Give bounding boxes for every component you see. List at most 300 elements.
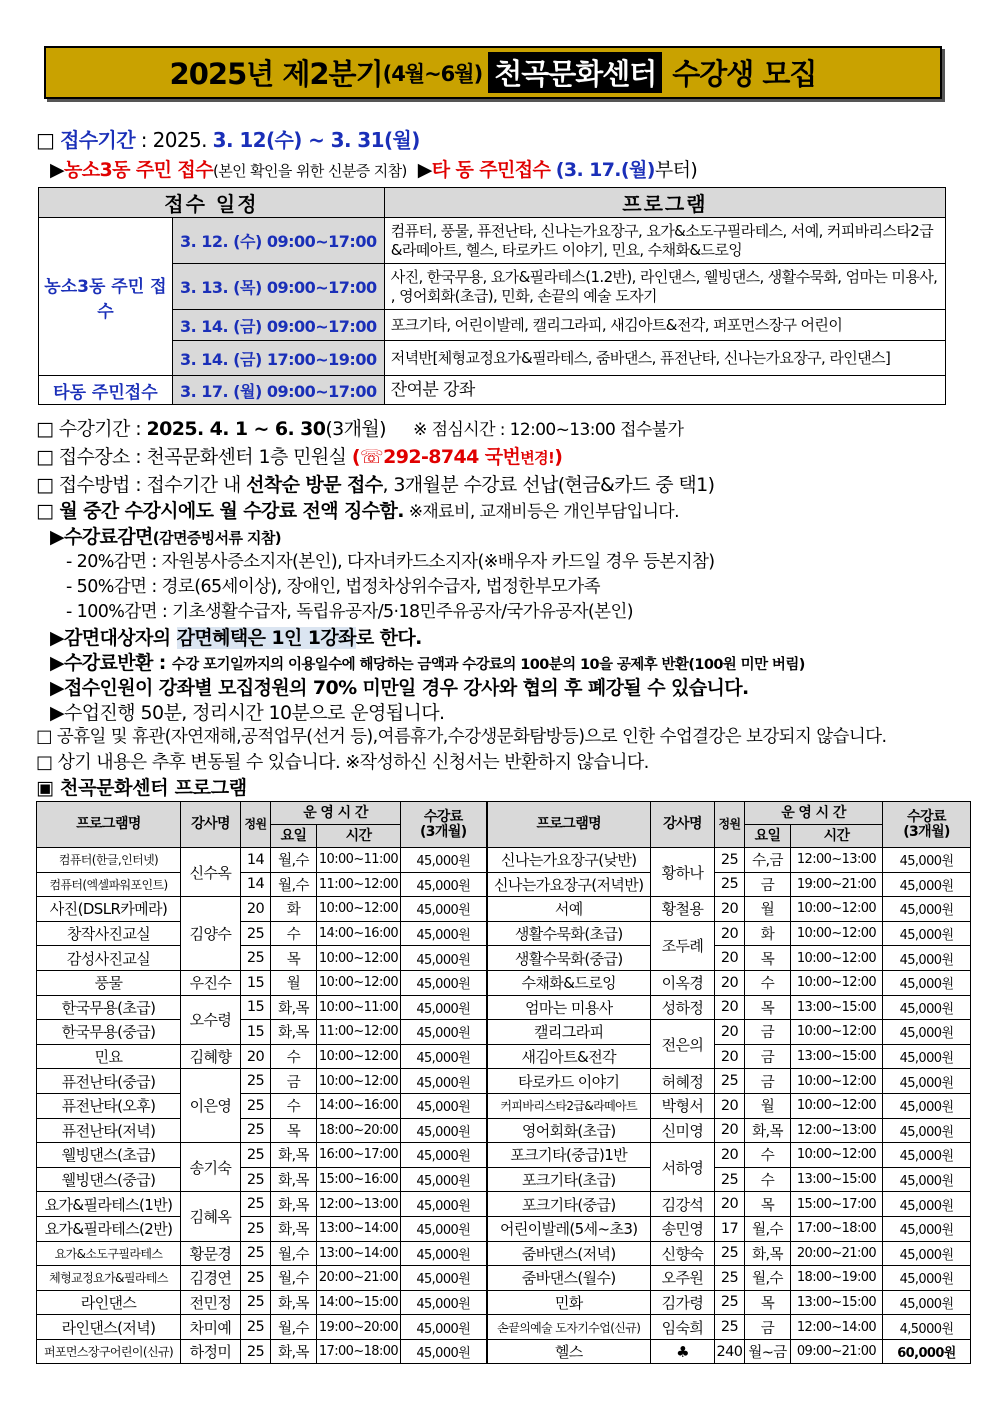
time: 19:00~20:00 xyxy=(317,1315,401,1340)
capacity: 25 xyxy=(241,1167,271,1192)
time: 13:00~15:00 xyxy=(791,1290,883,1315)
fee: 45,000원 xyxy=(883,970,971,995)
capacity: 20 xyxy=(715,1192,745,1217)
midmonth-notice xyxy=(36,496,976,523)
program-name: 신나는가요장구(낮반) xyxy=(487,848,651,873)
time: 17:00~18:00 xyxy=(317,1339,401,1364)
day: 금 xyxy=(271,1069,317,1094)
fee: 45,000원 xyxy=(401,1339,487,1364)
time: 10:00~12:00 xyxy=(791,946,883,971)
capacity: 20 xyxy=(715,921,745,946)
capacity: 20 xyxy=(715,970,745,995)
one-course-a: ▶감면대상자의 xyxy=(50,627,177,649)
instructor-name: 김혜향 xyxy=(181,1044,241,1069)
instructor-name: ♣ xyxy=(651,1339,715,1364)
program-name: 새김아트&전각 xyxy=(487,1044,651,1069)
capacity: 20 xyxy=(241,1044,271,1069)
day: 월 xyxy=(745,897,791,922)
capacity: 20 xyxy=(715,995,745,1020)
program-name: 요가&필라테스(1반) xyxy=(37,1192,181,1217)
fee: 45,000원 xyxy=(401,1290,487,1315)
instructor-name: 전민정 xyxy=(181,1290,241,1315)
instructor-name: 이은영 xyxy=(181,1069,241,1143)
title-highlight: 천곡문화센터 xyxy=(488,52,662,93)
instructor-name: 이옥경 xyxy=(651,970,715,995)
capacity: 25 xyxy=(715,1241,745,1266)
fee: 45,000원 xyxy=(883,1266,971,1291)
fee: 45,000원 xyxy=(401,1167,487,1192)
day: 수,금 xyxy=(745,848,791,873)
program-name: 사진(DSLR카메라) xyxy=(37,897,181,922)
instructor-name: 김강석 xyxy=(651,1192,715,1217)
instructor-name: 차미예 xyxy=(181,1315,241,1340)
capacity: 25 xyxy=(715,1167,745,1192)
header-program: 프로그램명 xyxy=(37,802,181,848)
program-name: 영어회화(초급) xyxy=(487,1118,651,1143)
day: 수 xyxy=(271,1093,317,1118)
program-name: 퓨전난타(오후) xyxy=(37,1093,181,1118)
day: 월,수 xyxy=(271,1315,317,1340)
program-name: 웰빙댄스(중급) xyxy=(37,1167,181,1192)
header-program: 프로그램명 xyxy=(487,802,651,848)
instructor-name: 황하나 xyxy=(651,848,715,897)
day: 금 xyxy=(745,1315,791,1340)
day: 목 xyxy=(271,946,317,971)
fee: 45,000원 xyxy=(401,848,487,873)
day: 수 xyxy=(745,1143,791,1168)
instructor-name: 김가령 xyxy=(651,1290,715,1315)
table-row xyxy=(37,1315,971,1340)
instructor-name: 오주원 xyxy=(651,1266,715,1291)
discount-note: (감면증빙서류 지참) xyxy=(152,529,282,547)
place-label: □ 접수장소 : 천곡문화센터 1층 민원실 xyxy=(36,446,352,468)
time: 12:00~14:00 xyxy=(791,1315,883,1340)
time: 20:00~21:00 xyxy=(317,1266,401,1291)
header-day: 요일 xyxy=(271,825,317,848)
capacity: 14 xyxy=(241,872,271,897)
reception-colon: : 2025. xyxy=(134,128,207,152)
schedule-date: 3. 14. (금) 17:00~19:00 xyxy=(172,341,384,376)
instructor-name: 우진수 xyxy=(181,970,241,995)
method-rest: , 3개월분 수강료 선납(현금&카드 중 택1) xyxy=(382,474,715,496)
table-row xyxy=(37,1192,971,1217)
fee: 45,000원 xyxy=(401,1118,487,1143)
time: 15:00~16:00 xyxy=(317,1167,401,1192)
time: 10:00~12:00 xyxy=(791,970,883,995)
method-bold: 선착순 방문 접수 xyxy=(246,474,383,496)
day: 화,목 xyxy=(271,1290,317,1315)
time: 14:00~16:00 xyxy=(317,1093,401,1118)
lunch-note: ※ 점심시간 : 12:00~13:00 접수불가 xyxy=(413,420,684,440)
capacity: 25 xyxy=(241,1143,271,1168)
capacity: 25 xyxy=(241,1339,271,1364)
time: 10:00~12:00 xyxy=(791,1020,883,1045)
instructor-name: 임숙희 xyxy=(651,1315,715,1340)
schedule-table xyxy=(38,187,946,405)
fee: 45,000원 xyxy=(883,1241,971,1266)
table-row xyxy=(37,1118,971,1143)
table-row xyxy=(37,872,971,897)
schedule-group-other: 타동 주민접수 xyxy=(39,376,173,405)
time: 13:00~15:00 xyxy=(791,1044,883,1069)
program-name: 포크기타(초급) xyxy=(487,1167,651,1192)
program-name: 퓨전난타(저녁) xyxy=(37,1118,181,1143)
schedule-date: 3. 17. (월) 09:00~17:00 xyxy=(172,376,384,405)
capacity: 20 xyxy=(715,1093,745,1118)
fee: 45,000원 xyxy=(883,995,971,1020)
header-fee-line2: (3개월) xyxy=(419,823,467,840)
capacity: 25 xyxy=(241,1216,271,1241)
capacity: 25 xyxy=(241,1192,271,1217)
arrow: ▶ xyxy=(50,159,65,181)
fee: 45,000원 xyxy=(401,1044,487,1069)
reception-groups xyxy=(50,155,980,182)
table-row xyxy=(37,995,971,1020)
refund-text: 수강 포기일까지의 이용일수에 해당하는 금액과 수강료의 100분의 10을 공제후 반환(100원 미만 버림) xyxy=(171,657,805,673)
fee: 45,000원 xyxy=(401,1069,487,1094)
instructor-name: 성하정 xyxy=(651,995,715,1020)
fee: 45,000원 xyxy=(401,1192,487,1217)
capacity: 25 xyxy=(241,1093,271,1118)
schedule-header-program: 프로그램 xyxy=(384,188,945,218)
reception-period-value: 3. 12(수) ~ 3. 31(월) xyxy=(212,128,420,152)
fee: 45,000원 xyxy=(883,1044,971,1069)
fee: 45,000원 xyxy=(401,1093,487,1118)
time: 11:00~12:00 xyxy=(317,1020,401,1045)
day: 금 xyxy=(745,1020,791,1045)
schedule-programs: 컴퓨터, 풍물, 퓨전난타, 신나는가요장구, 요가&소도구필라테스, 서예, 커피바리스타2급&라떼아트, 헬스, 타로카드 이야기, 민요, 수채화&드로잉 xyxy=(384,218,945,264)
fee: 45,000원 xyxy=(883,897,971,922)
program-name: 한국무용(중급) xyxy=(37,1020,181,1045)
fee: 45,000원 xyxy=(401,1315,487,1340)
program-name: 민화 xyxy=(487,1290,651,1315)
program-table xyxy=(36,801,971,1364)
table-row xyxy=(37,921,971,946)
course-period xyxy=(36,414,976,441)
refund-rule xyxy=(50,648,990,675)
midmonth-note: ※재료비, 교재비등은 개인부담입니다. xyxy=(403,502,679,522)
instructor-name: 박형서 xyxy=(651,1093,715,1118)
program-name: 캘리그라피 xyxy=(487,1020,651,1045)
schedule-programs: 저녁반[체형교정요가&필라테스, 줌바댄스, 퓨전난타, 신나는가요장구, 라인댄스] xyxy=(384,341,945,376)
instructor-name: 송민영 xyxy=(651,1216,715,1241)
fee: 45,000원 xyxy=(883,1167,971,1192)
fee: 45,000원 xyxy=(883,1118,971,1143)
fee: 45,000원 xyxy=(401,1216,487,1241)
time: 18:00~20:00 xyxy=(317,1118,401,1143)
capacity: 20 xyxy=(715,897,745,922)
time: 10:00~12:00 xyxy=(317,970,401,995)
day: 수 xyxy=(745,970,791,995)
program-name: 퓨전난타(중급) xyxy=(37,1069,181,1094)
capacity: 25 xyxy=(241,1069,271,1094)
capacity: 20 xyxy=(715,946,745,971)
day: 월,수 xyxy=(271,1266,317,1291)
time: 13:00~14:00 xyxy=(317,1216,401,1241)
instructor-name: 황철용 xyxy=(651,897,715,922)
time: 18:00~19:00 xyxy=(791,1266,883,1291)
program-name: 컴퓨터(엑셀파워포인트) xyxy=(37,872,181,897)
capacity: 25 xyxy=(715,1266,745,1291)
time: 12:00~13:00 xyxy=(791,1118,883,1143)
program-name: 퍼포먼스장구어린이(신규) xyxy=(37,1339,181,1364)
capacity: 25 xyxy=(715,848,745,873)
day: 월~금 xyxy=(745,1339,791,1364)
fee: 45,000원 xyxy=(883,872,971,897)
capacity: 25 xyxy=(715,1315,745,1340)
capacity: 25 xyxy=(241,1241,271,1266)
day: 월,수 xyxy=(745,1216,791,1241)
program-name: 요가&소도구필라테스 xyxy=(37,1241,181,1266)
instructor-name: 김경연 xyxy=(181,1266,241,1291)
day: 금 xyxy=(745,1044,791,1069)
place-phone: (☏292-8744 국번 xyxy=(351,446,521,468)
day: 목 xyxy=(745,1192,791,1217)
header-day: 요일 xyxy=(745,825,791,848)
one-course-b: 감면혜택은 1인 1강좌 xyxy=(176,627,356,649)
instructor-name: 서하영 xyxy=(651,1143,715,1192)
table-row xyxy=(37,970,971,995)
program-name: 창작사진교실 xyxy=(37,921,181,946)
fee: 45,000원 xyxy=(883,1216,971,1241)
time: 12:00~13:00 xyxy=(791,848,883,873)
header-time: 시간 xyxy=(791,825,883,848)
time: 10:00~11:00 xyxy=(317,995,401,1020)
reception-place xyxy=(36,442,976,469)
capacity: 15 xyxy=(241,995,271,1020)
course-period-months: (3개월) xyxy=(325,418,386,440)
resident-note: (본인 확인을 위한 신분증 지참) xyxy=(212,162,407,180)
title-part3: 수강생 모집 xyxy=(672,57,817,91)
fee: 45,000원 xyxy=(401,1143,487,1168)
day: 화,목 xyxy=(745,1118,791,1143)
program-name: 신나는가요장구(저녁반) xyxy=(487,872,651,897)
program-name: 컴퓨터(한글,인터넷) xyxy=(37,848,181,873)
capacity: 14 xyxy=(241,848,271,873)
day: 화,목 xyxy=(271,995,317,1020)
capacity: 25 xyxy=(715,1069,745,1094)
fee: 45,000원 xyxy=(883,1020,971,1045)
day: 금 xyxy=(745,1069,791,1094)
day: 화,목 xyxy=(271,1192,317,1217)
program-name: 엄마는 미용사 xyxy=(487,995,651,1020)
time: 10:00~12:00 xyxy=(791,897,883,922)
fee: 45,000원 xyxy=(883,848,971,873)
midmonth-bold: □ 월 중간 수강시에도 월 수강료 전액 징수함. xyxy=(36,500,404,522)
day: 화,목 xyxy=(745,1241,791,1266)
program-name: 포크기타(중급) xyxy=(487,1192,651,1217)
other-label: 타 동 주민접수 xyxy=(431,159,551,181)
table-row xyxy=(37,1020,971,1045)
fee: 45,000원 xyxy=(401,872,487,897)
discount-item: - 20%감면 : 자원봉사증소지자(본인), 다자녀카드소지자(※배우자 카드일 경우 등본지참) xyxy=(66,552,715,572)
program-name: 감성사진교실 xyxy=(37,946,181,971)
program-name: 손끝의예술 도자기수업(신규) xyxy=(487,1315,651,1340)
fee: 45,000원 xyxy=(401,897,487,922)
header-instructor: 강사명 xyxy=(181,802,241,848)
day: 수 xyxy=(271,921,317,946)
fee: 45,000원 xyxy=(401,1020,487,1045)
time: 12:00~13:00 xyxy=(317,1192,401,1217)
capacity: 25 xyxy=(715,1290,745,1315)
program-name: 풍물 xyxy=(37,970,181,995)
schedule-group-resident: 농소3동 주민 접수 xyxy=(39,218,173,376)
day: 화 xyxy=(745,921,791,946)
table-row xyxy=(37,848,971,873)
table-row xyxy=(37,1216,971,1241)
schedule-programs: 잔여분 강좌 xyxy=(384,376,945,405)
program-name: 커피바리스타2급&라떼아트 xyxy=(487,1093,651,1118)
fee: 45,000원 xyxy=(883,1290,971,1315)
time: 16:00~17:00 xyxy=(317,1143,401,1168)
time: 10:00~12:00 xyxy=(317,946,401,971)
time: 15:00~17:00 xyxy=(791,1192,883,1217)
day: 수 xyxy=(745,1167,791,1192)
program-name: 한국무용(초급) xyxy=(37,995,181,1020)
instructor-name: 김혜옥 xyxy=(181,1192,241,1241)
day: 월,수 xyxy=(271,872,317,897)
program-name: 라인댄스 xyxy=(37,1290,181,1315)
fee: 45,000원 xyxy=(883,1192,971,1217)
capacity: 25 xyxy=(241,1266,271,1291)
capacity: 25 xyxy=(715,872,745,897)
day: 화,목 xyxy=(271,1143,317,1168)
table-row xyxy=(37,1069,971,1094)
schedule-programs: 포크기타, 어린이발레, 캘리그라피, 새김아트&전각, 퍼포먼스장구 어린이 xyxy=(384,310,945,341)
program-name: 헬스 xyxy=(487,1339,651,1364)
day: 화,목 xyxy=(271,1339,317,1364)
instructor-name: 전은의 xyxy=(651,1020,715,1069)
day: 월,수 xyxy=(745,1266,791,1291)
header-fee xyxy=(883,802,971,848)
day: 수 xyxy=(271,1044,317,1069)
time: 17:00~18:00 xyxy=(791,1216,883,1241)
program-name: 라인댄스(저녁) xyxy=(37,1315,181,1340)
header-fee-line1: 수강료 xyxy=(907,808,946,825)
one-course-c: 로 한다. xyxy=(355,627,422,649)
holiday-notice: □ 공휴일 및 휴관(자연재해,공적업무(선거 등),여름휴가,수강생문화탐방등)으로 인한 수업결강은 보강되지 않습니다. xyxy=(36,727,887,747)
program-name: 줌바댄스(월수) xyxy=(487,1266,651,1291)
day: 월 xyxy=(271,970,317,995)
table-row xyxy=(37,897,971,922)
instructor-name: 오수령 xyxy=(181,995,241,1044)
table-row xyxy=(37,1093,971,1118)
fee: 45,000원 xyxy=(883,1093,971,1118)
one-course-rule xyxy=(50,623,990,650)
table-row xyxy=(37,1143,971,1168)
table-row xyxy=(37,1266,971,1291)
cancel-rule: ▶접수인원이 강좌별 모집정원의 70% 미만일 경우 강사와 협의 후 폐강될 수 있습니다. xyxy=(50,677,749,699)
instructor-name: 신향숙 xyxy=(651,1241,715,1266)
capacity: 15 xyxy=(241,970,271,995)
table-row xyxy=(37,1290,971,1315)
header-fee-line1: 수강료 xyxy=(423,808,463,825)
reception-method xyxy=(36,470,976,497)
day: 화,목 xyxy=(271,1216,317,1241)
program-name: 생활수묵화(중급) xyxy=(487,946,651,971)
day: 월,수 xyxy=(271,1241,317,1266)
fee: 45,000원 xyxy=(401,970,487,995)
discount-item: - 50%감면 : 경로(65세이상), 장애인, 법정차상위수급자, 법정한부모가족 xyxy=(66,577,600,597)
capacity: 17 xyxy=(715,1216,745,1241)
time: 10:00~12:00 xyxy=(317,1044,401,1069)
capacity: 15 xyxy=(241,1020,271,1045)
time: 19:00~21:00 xyxy=(791,872,883,897)
header-fee xyxy=(401,802,487,848)
fee: 4,5000원 xyxy=(883,1315,971,1340)
day: 목 xyxy=(745,1290,791,1315)
capacity: 20 xyxy=(715,1143,745,1168)
reception-label: 접수기간 xyxy=(60,128,135,152)
capacity: 240 xyxy=(715,1339,745,1364)
time: 14:00~15:00 xyxy=(317,1290,401,1315)
program-name: 포크기타(중급)1반 xyxy=(487,1143,651,1168)
resident-label: 농소3동 주민 접수 xyxy=(64,159,213,181)
day: 목 xyxy=(745,946,791,971)
day: 금 xyxy=(745,872,791,897)
instructor-name: 조두례 xyxy=(651,921,715,970)
capacity: 20 xyxy=(715,1020,745,1045)
discount-title xyxy=(50,522,990,549)
capacity: 25 xyxy=(241,946,271,971)
arrow: ▶ xyxy=(417,159,432,181)
program-name: 수채화&드로잉 xyxy=(487,970,651,995)
time: 10:00~12:00 xyxy=(791,1093,883,1118)
time: 10:00~12:00 xyxy=(791,1069,883,1094)
refund-label: ▶수강료반환 : xyxy=(50,652,172,674)
program-name: 서예 xyxy=(487,897,651,922)
schedule-header-date: 접수 일정 xyxy=(39,188,385,218)
program-name: 민요 xyxy=(37,1044,181,1069)
table-row xyxy=(37,1167,971,1192)
program-name: 체형교정요가&필라테스 xyxy=(37,1266,181,1291)
course-period-label: □ 수강기간 : xyxy=(36,418,147,440)
fee: 45,000원 xyxy=(401,946,487,971)
fee: 45,000원 xyxy=(401,1266,487,1291)
fee: 45,000원 xyxy=(401,1241,487,1266)
program-name: 웰빙댄스(초급) xyxy=(37,1143,181,1168)
header-operation: 운 영 시 간 xyxy=(271,802,401,825)
instructor-name: 허혜정 xyxy=(651,1069,715,1094)
capacity: 20 xyxy=(241,897,271,922)
day: 목 xyxy=(745,995,791,1020)
instructor-name: 하정미 xyxy=(181,1339,241,1364)
time: 14:00~16:00 xyxy=(317,921,401,946)
programs-title: ▣ 천곡문화센터 프로그램 xyxy=(36,777,247,799)
table-row xyxy=(37,1044,971,1069)
time: 13:00~14:00 xyxy=(317,1241,401,1266)
program-name: 어린이발레(5세~초3) xyxy=(487,1216,651,1241)
fee: 45,000원 xyxy=(401,921,487,946)
day: 월 xyxy=(745,1093,791,1118)
day: 월,수 xyxy=(271,848,317,873)
other-suffix: 부터) xyxy=(654,159,698,181)
time: 10:00~12:00 xyxy=(791,921,883,946)
fee: 45,000원 xyxy=(401,995,487,1020)
capacity: 25 xyxy=(241,1118,271,1143)
place-changed: 변경! xyxy=(520,449,555,467)
capacity: 25 xyxy=(241,921,271,946)
bullet: □ xyxy=(36,128,55,152)
header-capacity: 정원 xyxy=(241,802,271,848)
schedule-programs: 사진, 한국무용, 요가&필라테스(1.2반), 라인댄스, 웰빙댄스, 생활수묵화, 엄마는 미용사, , 영어회화(초급), 민화, 손끝의 예술 도자기 xyxy=(384,264,945,310)
program-name: 타로카드 이야기 xyxy=(487,1069,651,1094)
title-part1: 2025년 제2분기 xyxy=(169,57,383,91)
schedule-date: 3. 13. (목) 09:00~17:00 xyxy=(172,264,384,310)
other-date: (3. 17.(월) xyxy=(555,159,655,181)
time: 13:00~15:00 xyxy=(791,1167,883,1192)
day: 목 xyxy=(271,1118,317,1143)
